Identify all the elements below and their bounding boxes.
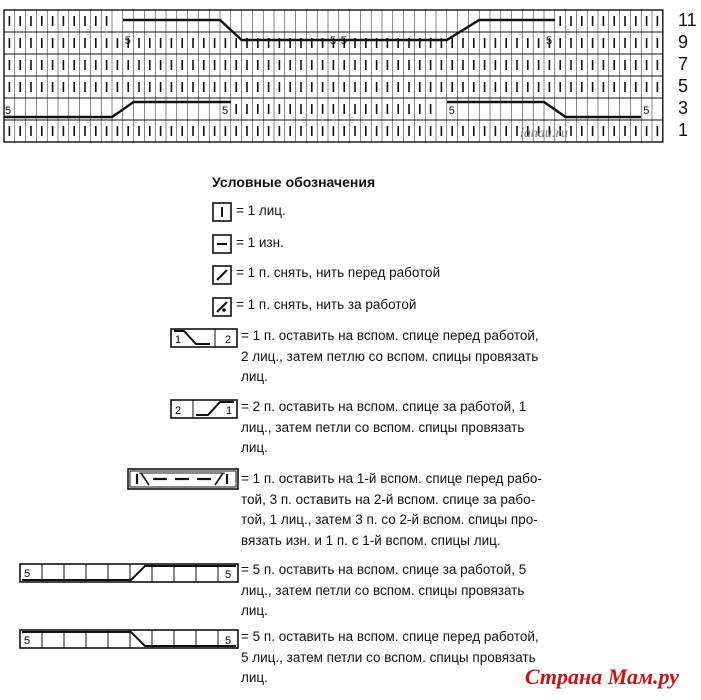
cable-count-label: 5 <box>643 105 650 117</box>
legend-line: 2 лиц., затем петлю со вспом. спицы провязать <box>241 348 539 364</box>
legend-text: = 1 изн. <box>236 235 284 250</box>
legend-line: лиц. <box>241 369 268 384</box>
row-number: 5 <box>678 76 689 96</box>
legend-line: лиц., затем петли со вспом. спицы провязать <box>241 582 525 598</box>
cross-2-1-left-icon <box>170 399 238 419</box>
box-left-label: 1 <box>175 334 182 346</box>
row-number: 9 <box>678 32 689 52</box>
knit-symbol-icon <box>212 202 232 222</box>
legend-line: той, 1 лиц., затем 3 п. со 2-й вспом. спицы про- <box>241 512 538 527</box>
box-left-label: 5 <box>24 635 31 647</box>
cross-1-3-1-icon <box>127 468 239 490</box>
legend-line: 5 лиц., затем петли со вспом. спицы провязать <box>241 649 536 665</box>
legend-line: = 1 п. оставить на вспом. спице перед работой, <box>241 328 539 343</box>
legend-text-block <box>241 326 539 388</box>
row-number: 11 <box>678 10 697 30</box>
cable-5-5-back-icon <box>19 563 239 583</box>
legend-text-block <box>241 469 542 551</box>
legend-line: лиц. <box>241 440 268 455</box>
legend-text: = 1 п. снять, нить за работой <box>236 297 417 312</box>
box-right-label: 5 <box>225 635 232 647</box>
cable-count-label: 5 <box>448 105 455 117</box>
row-number: 3 <box>678 98 689 118</box>
legend-line: = 1 п. оставить на 1-й вспом. спице перед рабо- <box>241 471 542 486</box>
watermark-logo: Страна Мам.ру <box>524 664 679 689</box>
slip-front-symbol-icon <box>212 265 232 285</box>
cable-count-label: 5 <box>5 105 12 117</box>
purl-symbol-icon <box>212 234 232 254</box>
cross-1-2-right-icon <box>170 328 238 348</box>
box-right-label: 2 <box>225 334 232 346</box>
cable-count-label: 5 <box>222 105 229 117</box>
legend-title: Условные обозначения <box>212 174 376 190</box>
box-left-label: 2 <box>175 405 182 417</box>
legend-text: = 1 п. снять, нить перед работой <box>236 265 441 280</box>
legend-line: лиц. <box>241 670 268 685</box>
slip-back-symbol-icon <box>212 297 232 317</box>
row-number: 1 <box>678 120 689 140</box>
chart-grid <box>4 10 663 142</box>
legend-line: = 5 п. оставить на вспом. спице за работой, 5 <box>241 562 527 577</box>
legend-line: = 2 п. оставить на вспом. спице за работой, 1 <box>241 399 527 414</box>
legend-line: = 5 п. оставить на вспом. спице перед работой, <box>241 629 539 644</box>
box-right-label: 5 <box>225 569 232 581</box>
legend-text-block <box>241 627 539 689</box>
legend-text-block <box>241 397 526 459</box>
legend-line: той, 3 п. оставить на 2-й вспом. спице за рабо- <box>241 491 536 507</box>
legend-line: вязать изн. и 1 п. с 1-й вспом. спицы лиц. <box>241 532 501 548</box>
cable-count-label: 5 <box>124 35 131 47</box>
legend-text: = 1 лиц. <box>236 203 286 218</box>
cable-count-label: 5 <box>546 35 553 47</box>
legend-line: лиц., затем петли со вспом. спицы провязать <box>241 419 525 435</box>
knitting-chart <box>0 0 701 160</box>
row-number: 7 <box>678 54 689 74</box>
faint-watermark-mark: lanau.ru <box>520 126 568 141</box>
box-left-label: 5 <box>24 568 31 580</box>
legend-line: лиц. <box>241 603 268 618</box>
cable-count-label: 5 <box>340 35 347 47</box>
cable-count-label: 5 <box>330 35 337 47</box>
legend-text-block <box>241 560 526 622</box>
cable-5-5-front-icon <box>19 629 239 649</box>
box-right-label: 1 <box>226 405 233 417</box>
